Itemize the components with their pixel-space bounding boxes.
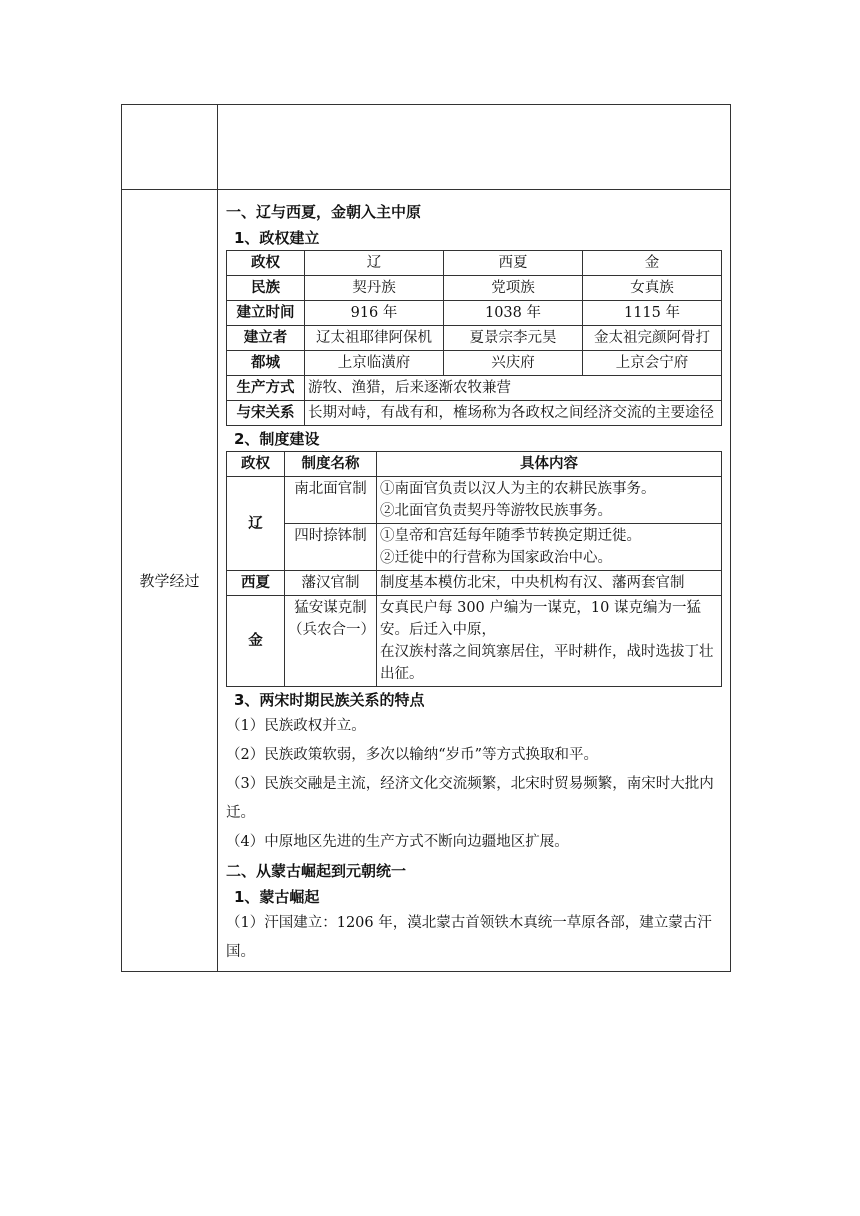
regime-cell: 女真族: [583, 276, 722, 301]
teaching-row: [122, 190, 731, 972]
system-content-line: 在汉族村落之间筑寨居住，平时耕作，战时选拔丁壮出征。: [380, 644, 714, 682]
production-value: 游牧、渔猎，后来逐渐农牧兼营: [305, 376, 722, 401]
system-header-cell: 政权: [227, 452, 285, 477]
regime-cell: 金太祖完颜阿骨打: [583, 326, 722, 351]
system-row-liao: [227, 524, 722, 571]
regime-row: [227, 276, 722, 301]
regime-row-label: 建立时间: [227, 301, 305, 326]
row-label: 教学经过: [122, 190, 218, 972]
section1-sub1: 1、政权建立: [234, 229, 320, 247]
system-name: 藩汉官制: [285, 571, 377, 596]
regime-cell: 党项族: [444, 276, 583, 301]
system-header-row: [227, 452, 722, 477]
system-content-line: ②迁徙中的行营称为国家政治中心。: [380, 550, 612, 566]
regime-cell: 辽太祖耶律阿保机: [305, 326, 444, 351]
regime-cell: 916 年: [305, 301, 444, 326]
regime-cell: 兴庆府: [444, 351, 583, 376]
lesson-table: [121, 104, 731, 972]
regime-row: [227, 351, 722, 376]
system-name: 四时捺钵制: [285, 524, 377, 571]
system-header-cell: 制度名称: [285, 452, 377, 477]
relation-value: 长期对峙，有战有和，榷场称为各政权之间经济交流的主要途径: [305, 401, 722, 426]
system-content-line: ①皇帝和宫廷每年随季节转换定期迁徙。: [380, 528, 641, 544]
feature-point: （2）民族政策软弱，多次以输纳“岁币”等方式换取和平。: [226, 747, 599, 763]
system-row-xixia: [227, 571, 722, 596]
feature-point: （4）中原地区先进的生产方式不断向边疆地区扩展。: [226, 834, 569, 850]
regime-header-cell: 政权: [227, 251, 305, 276]
regime-header-cell: 辽: [305, 251, 444, 276]
regime-cell: 上京会宁府: [583, 351, 722, 376]
system-header-cell: 具体内容: [377, 452, 722, 477]
regime-cell: 契丹族: [305, 276, 444, 301]
system-content-line: ①南面官负责以汉人为主的农耕民族事务。: [380, 481, 656, 497]
regime-row-label: 都城: [227, 351, 305, 376]
system-content-line: 女真民户每 300 户编为一谋克，10 谋克编为一猛安。后迁入中原，: [380, 600, 701, 638]
empty-label-cell: [122, 105, 218, 190]
regime-header-cell: 西夏: [444, 251, 583, 276]
system-content: [377, 596, 722, 687]
regime-row-label: 建立者: [227, 326, 305, 351]
production-row: [227, 376, 722, 401]
system-row-liao: [227, 477, 722, 524]
relation-row: [227, 401, 722, 426]
system-table: [226, 451, 722, 687]
regime-jin: 金: [227, 596, 285, 687]
feature-point: （3）民族交融是主流，经济文化交流频繁，北宋时贸易频繁，南宋时大批内迁。: [226, 776, 714, 821]
system-row-jin: [227, 596, 722, 687]
empty-row: [122, 105, 731, 190]
section1-title: 一、辽与西夏，金朝入主中原: [226, 203, 422, 221]
regime-xixia: 西夏: [227, 571, 285, 596]
mongol-point: （1）汗国建立：1206 年，漠北蒙古首领铁木真统一草原各部，建立蒙古汗国。: [226, 915, 712, 960]
section1-sub2: 2、制度建设: [234, 430, 320, 448]
section2-sub1: 1、蒙古崛起: [234, 888, 320, 906]
system-content: [377, 477, 722, 524]
regime-table: [226, 250, 722, 426]
regime-header-row: [227, 251, 722, 276]
regime-liao: 辽: [227, 477, 285, 571]
relation-label: 与宋关系: [227, 401, 305, 426]
system-content-line: ②北面官负责契丹等游牧民族事务。: [380, 503, 612, 519]
empty-content-cell: [218, 105, 731, 190]
regime-cell: 上京临潢府: [305, 351, 444, 376]
regime-row: [227, 301, 722, 326]
feature-point: （1）民族政权并立。: [226, 718, 366, 734]
system-name: 南北面官制: [285, 477, 377, 524]
system-name: 猛安谋克制（兵农合一）: [285, 596, 377, 687]
regime-row: [227, 326, 722, 351]
regime-cell: 1038 年: [444, 301, 583, 326]
section1-sub3: 3、两宋时期民族关系的特点: [234, 691, 425, 709]
regime-header-cell: 金: [583, 251, 722, 276]
production-label: 生产方式: [227, 376, 305, 401]
section2-title: 二、从蒙古崛起到元朝统一: [226, 862, 407, 880]
system-content: 制度基本模仿北宋，中央机构有汉、藩两套官制: [377, 571, 722, 596]
regime-cell: 夏景宗李元昊: [444, 326, 583, 351]
regime-row-label: 民族: [227, 276, 305, 301]
system-content: [377, 524, 722, 571]
regime-cell: 1115 年: [583, 301, 722, 326]
teaching-content-cell: [218, 190, 731, 972]
